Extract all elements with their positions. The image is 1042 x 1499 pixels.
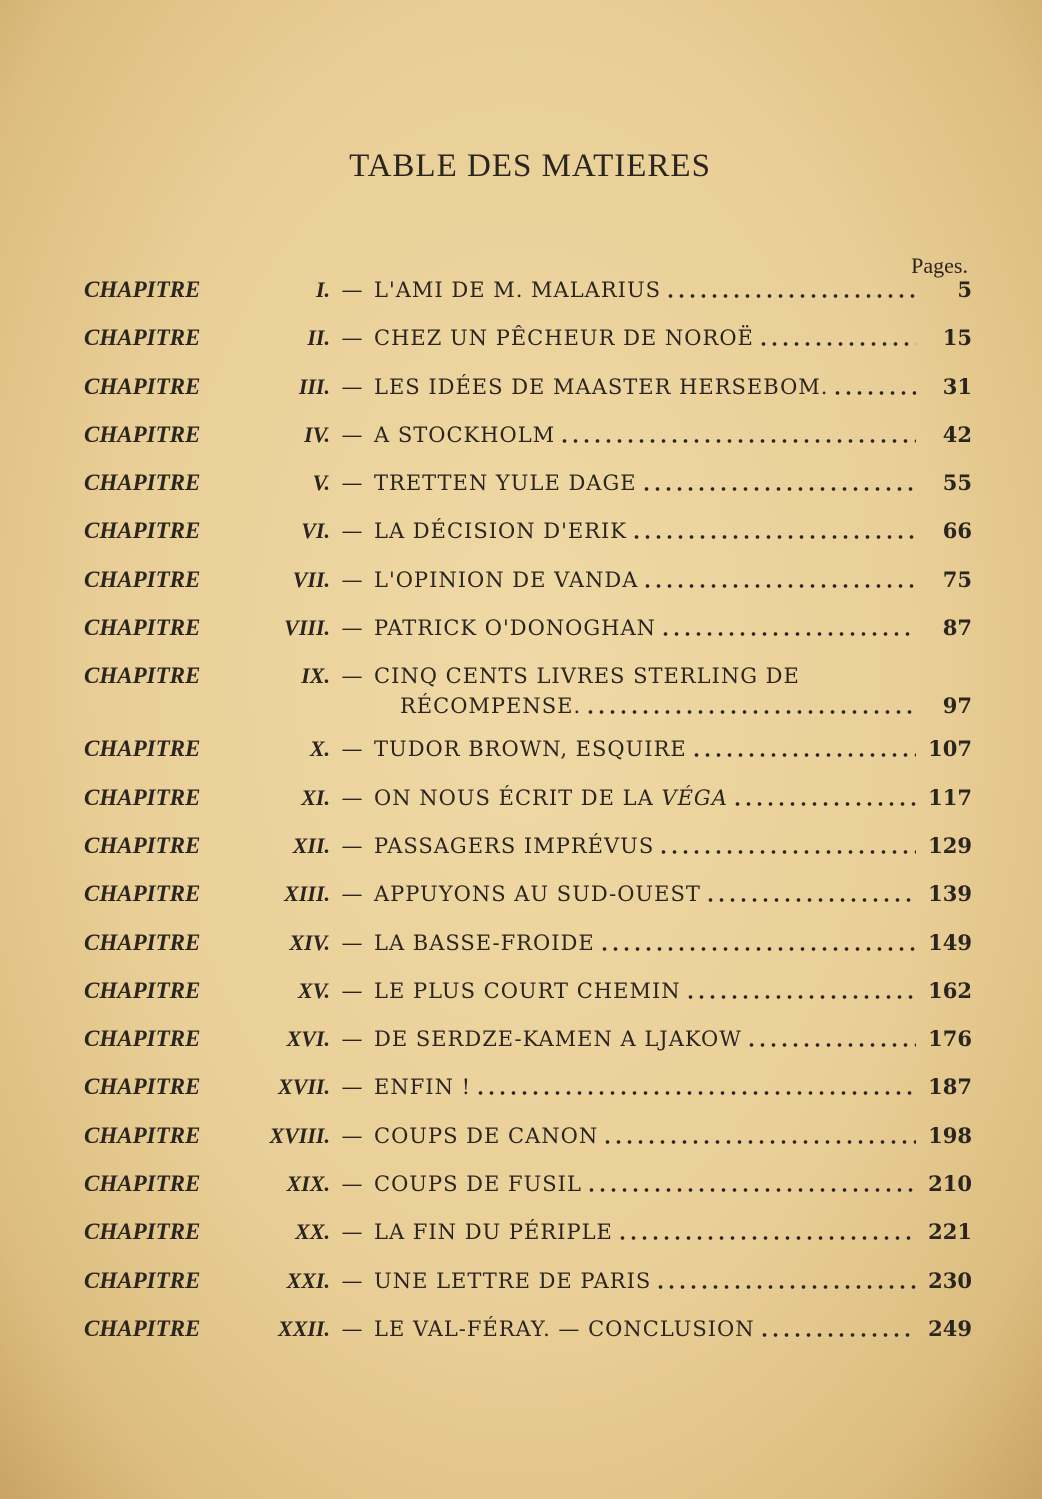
toc-entry: [84, 1121, 972, 1169]
table-of-contents: [84, 275, 972, 1362]
dot-leader: [691, 738, 916, 758]
dash: —: [341, 664, 363, 689]
page-number: 87: [942, 615, 972, 641]
chapter-label: CHAPITRE: [84, 736, 201, 762]
chapter-label: CHAPITRE: [84, 784, 201, 810]
chapter-label: CHAPITRE: [84, 832, 201, 858]
chapter-title: COUPS DE CANON: [374, 1123, 599, 1148]
chapter-title: LE PLUS COURT CHEMIN: [374, 978, 681, 1003]
chapter-title: LE VAL-FÉRAY. — CONCLUSION: [374, 1316, 755, 1341]
chapter-title: LES IDÉES DE MAASTER HERSEBOM.: [374, 374, 829, 399]
chapter-number: IV.: [304, 421, 330, 447]
dash: —: [341, 519, 363, 544]
chapter-title: TRETTEN YULE DAGE: [374, 471, 637, 496]
dash: —: [341, 1316, 363, 1341]
chapter-title: PASSAGERS IMPRÉVUS: [374, 833, 655, 858]
chapter-number: XIV.: [289, 929, 330, 955]
dash: —: [341, 1268, 363, 1293]
chapter-title: PATRICK O'DONOGHAN: [374, 616, 657, 641]
chapter-number: XII.: [292, 832, 330, 858]
chapter-number: I.: [315, 277, 330, 302]
dot-leader: [631, 520, 916, 540]
chapter-label: CHAPITRE: [84, 929, 201, 955]
chapter-title: TUDOR BROWN, ESQUIRE: [374, 737, 687, 762]
page-title: TABLE DES MATIERES: [349, 148, 711, 184]
chapter-number: III.: [298, 373, 330, 399]
chapter-title: L'AMI DE M. MALARIUS: [374, 278, 662, 302]
dash: —: [341, 616, 363, 641]
dot-leader: [617, 1221, 916, 1241]
chapter-title: CHEZ UN PÊCHEUR DE NOROË: [374, 326, 754, 351]
toc-entry: [84, 783, 972, 831]
chapter-number: XXII.: [278, 1315, 330, 1341]
chapter-label: CHAPITRE: [84, 421, 201, 447]
chapter-title: ON NOUS ÉCRIT DE LA: [374, 785, 662, 810]
toc-entry: [84, 976, 972, 1024]
chapter-label: CHAPITRE: [84, 518, 201, 544]
dash: —: [341, 785, 363, 810]
page-number: 15: [942, 325, 972, 351]
dot-leader: [599, 932, 916, 952]
toc-entry: [84, 516, 972, 564]
chapter-label: CHAPITRE: [84, 373, 201, 399]
dot-leader: [746, 1028, 916, 1048]
chapter-label: CHAPITRE: [84, 1122, 201, 1148]
chapter-label: CHAPITRE: [84, 1026, 201, 1052]
chapter-number: II.: [307, 325, 330, 351]
page-number: 198: [928, 1122, 972, 1148]
chapter-label: CHAPITRE: [84, 977, 201, 1003]
dash: —: [341, 1123, 363, 1148]
dash: —: [341, 833, 363, 858]
chapter-title: ENFIN !: [374, 1075, 472, 1100]
dash: —: [341, 471, 363, 496]
chapter-label: CHAPITRE: [84, 1171, 201, 1197]
chapter-label: CHAPITRE: [84, 1219, 201, 1245]
chapter-number: XIII.: [284, 881, 330, 907]
dash: —: [341, 930, 363, 955]
chapter-title: CINQ CENTS LIVRES STERLING DE: [374, 664, 800, 689]
dot-leader: [832, 376, 916, 396]
dash: —: [341, 737, 363, 762]
chapter-title: COUPS DE FUSIL: [374, 1172, 582, 1197]
toc-entry: [84, 1024, 972, 1072]
page-number: 230: [928, 1267, 972, 1293]
toc-entry: [84, 734, 972, 782]
chapter-title: DE SERDZE-KAMEN A LJAKOW: [374, 1027, 742, 1052]
page-number: 162: [928, 977, 972, 1003]
dot-leader: [705, 883, 916, 903]
toc-entry: [84, 613, 972, 661]
toc-entry: [84, 879, 972, 927]
chapter-label: CHAPITRE: [84, 325, 201, 351]
page-number: 139: [928, 881, 972, 907]
dash: —: [341, 1075, 363, 1100]
toc-entry: [84, 928, 972, 976]
chapter-title-continued: RÉCOMPENSE.: [400, 694, 582, 719]
toc-entry: [84, 831, 972, 879]
chapter-label: CHAPITRE: [84, 1315, 201, 1341]
page-number: 129: [928, 832, 972, 858]
page-number: 149: [928, 929, 972, 955]
dot-leader: [658, 835, 916, 855]
dot-leader: [660, 617, 916, 637]
page-number: 210: [928, 1171, 972, 1197]
toc-entry: [84, 372, 972, 420]
dot-leader: [641, 472, 916, 492]
chapter-number: VII.: [292, 566, 330, 592]
dash: —: [341, 326, 363, 351]
toc-entry: [84, 468, 972, 516]
dash: —: [341, 1027, 363, 1052]
chapter-number: V.: [312, 470, 330, 496]
chapter-number: XI.: [301, 784, 330, 810]
dash: —: [341, 978, 363, 1003]
chapter-label: CHAPITRE: [84, 470, 201, 496]
chapter-title: APPUYONS AU SUD-OUEST: [374, 882, 701, 907]
toc-entry: [84, 275, 972, 323]
chapter-number: VI.: [301, 518, 330, 544]
dot-leader: [642, 569, 916, 589]
toc-entry: [84, 1072, 972, 1120]
chapter-label: CHAPITRE: [84, 277, 201, 302]
toc-entry: [84, 1266, 972, 1314]
dot-leader: [586, 1173, 916, 1193]
dot-leader: [758, 327, 916, 347]
dot-leader: [585, 695, 916, 715]
dot-leader: [685, 980, 916, 1000]
toc-entry: [84, 1217, 972, 1265]
dot-leader: [665, 279, 916, 299]
chapter-number: X.: [309, 736, 330, 762]
chapter-label: CHAPITRE: [84, 1074, 201, 1100]
chapter-number: XX.: [295, 1219, 330, 1245]
toc-entry: [84, 323, 972, 371]
dot-leader: [655, 1270, 916, 1290]
page-number: 5: [957, 277, 972, 302]
toc-entry: [84, 1314, 972, 1362]
page-number: 42: [942, 421, 972, 447]
chapter-label: CHAPITRE: [84, 881, 201, 907]
dot-leader: [759, 1318, 916, 1338]
page-number: 117: [928, 784, 972, 810]
chapter-label: CHAPITRE: [84, 566, 201, 592]
page-number: 107: [928, 736, 972, 762]
dash: —: [341, 1220, 363, 1245]
chapter-number: XVI.: [286, 1026, 330, 1052]
page-number: 66: [942, 518, 972, 544]
dot-leader: [475, 1076, 916, 1096]
chapter-number: XVIII.: [269, 1122, 330, 1148]
chapter-title: A STOCKHOLM: [374, 422, 556, 447]
chapter-title-italic: VÉGA: [661, 785, 728, 810]
dash: —: [341, 422, 363, 447]
chapter-number: XVII.: [278, 1074, 330, 1100]
page-number: 97: [942, 693, 972, 719]
page-number: 249: [928, 1315, 972, 1341]
chapter-title: L'OPINION DE VANDA: [374, 567, 639, 592]
dash: —: [341, 567, 363, 592]
toc-entry: [84, 420, 972, 468]
chapter-title: LA FIN DU PÉRIPLE: [374, 1220, 613, 1245]
toc-entry: [84, 661, 972, 734]
page-number: 55: [942, 470, 972, 496]
dash: —: [341, 882, 363, 907]
chapter-number: VIII.: [284, 615, 330, 641]
chapter-number: IX.: [301, 663, 330, 689]
toc-entry: [84, 565, 972, 613]
dash: —: [341, 1172, 363, 1197]
page-number: 221: [928, 1219, 972, 1245]
dot-leader: [559, 424, 916, 444]
page-number: 176: [928, 1026, 972, 1052]
pages-column-label: Pages.: [911, 253, 968, 278]
chapter-title: LA BASSE-FROIDE: [374, 930, 595, 955]
page-number: 187: [928, 1074, 972, 1100]
chapter-label: CHAPITRE: [84, 1267, 201, 1293]
chapter-title: UNE LETTRE DE PARIS: [374, 1268, 652, 1293]
chapter-label: CHAPITRE: [84, 663, 201, 689]
dot-leader: [602, 1125, 916, 1145]
chapter-number: XIX.: [286, 1171, 330, 1197]
page-number: 75: [942, 566, 972, 592]
dash: —: [341, 278, 363, 302]
chapter-label: CHAPITRE: [84, 615, 201, 641]
dot-leader: [732, 787, 916, 807]
dash: —: [341, 374, 363, 399]
toc-entry: [84, 1169, 972, 1217]
page-number: 31: [942, 373, 972, 399]
chapter-number: XXI.: [286, 1267, 330, 1293]
chapter-number: XV.: [297, 977, 330, 1003]
chapter-title: LA DÉCISION D'ERIK: [374, 519, 627, 544]
